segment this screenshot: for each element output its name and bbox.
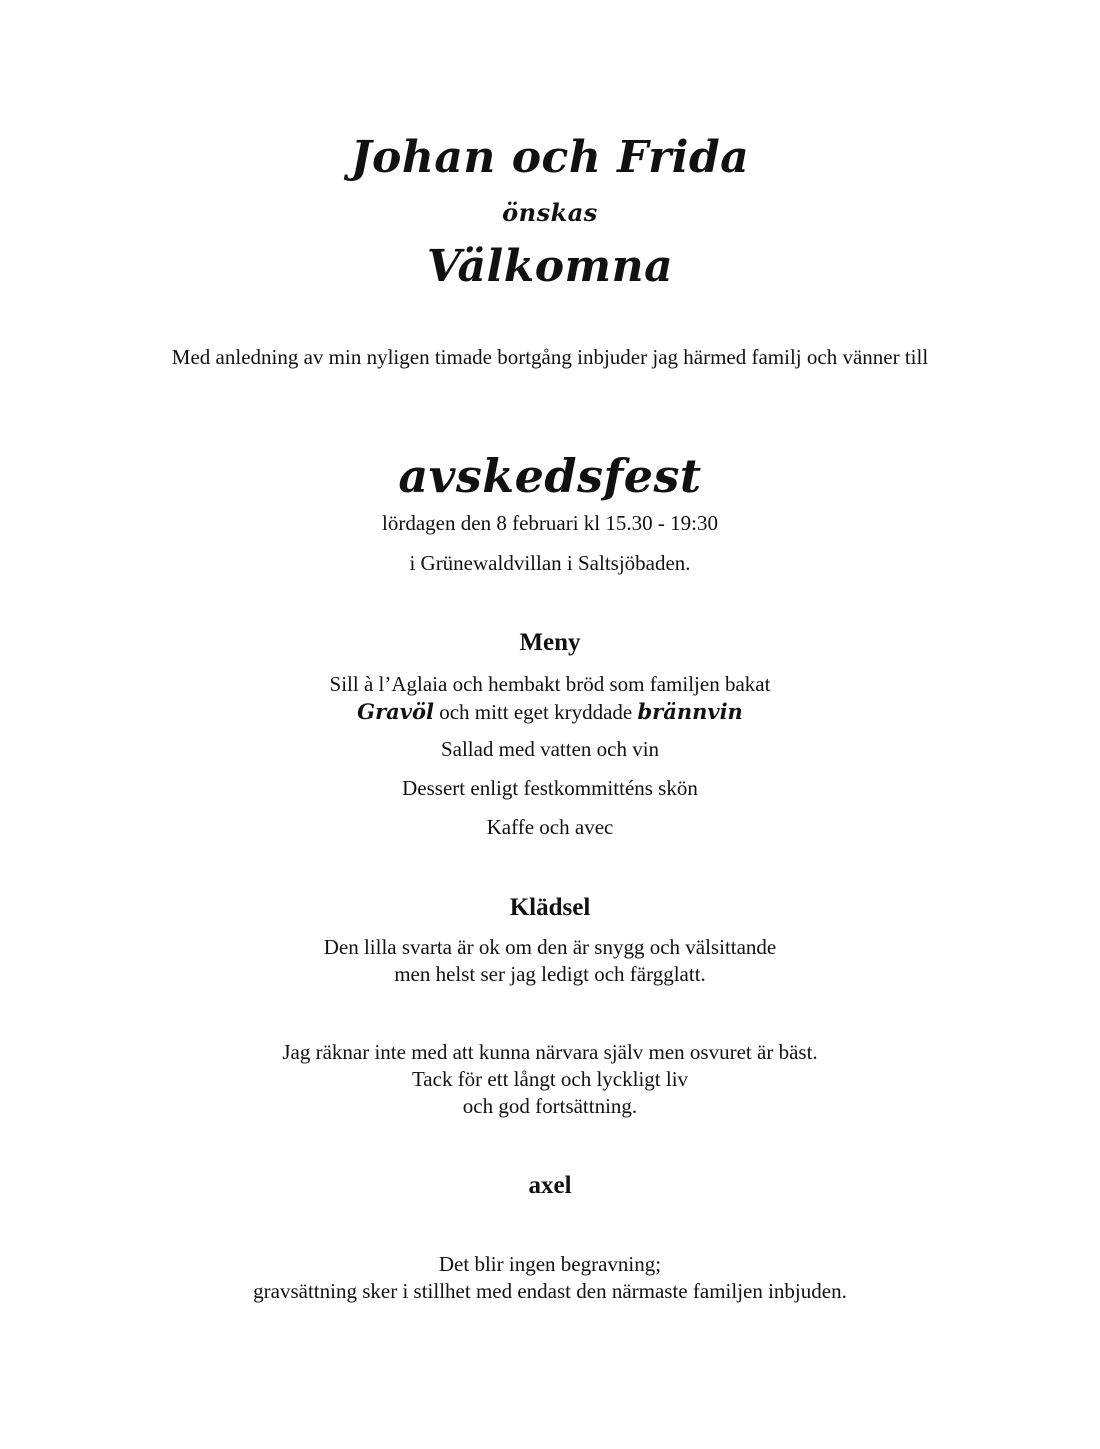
event-title: avskedsfest <box>398 449 702 503</box>
farewell-line-1: Jag räknar inte med att kunna närvara själv men osvuret är bäst. <box>282 1040 818 1064</box>
menu-item-drinks <box>0 698 1100 726</box>
burial-line-2: gravsättning sker i stillhet med endast den närmaste familjen inbjuden. <box>253 1279 847 1303</box>
farewell-line-3: och god fortsättning. <box>462 1094 638 1118</box>
farewell-line-2: Tack för ett långt och lyckligt liv <box>411 1067 689 1091</box>
menu-item-salad: Sallad med vatten och vin <box>440 737 660 761</box>
menu-drinks-middle: och mitt eget kryddade <box>433 700 638 724</box>
wished-subtitle: önskas <box>502 198 598 227</box>
dress-line-1: Den lilla svarta är ok om den är snygg och välsittande <box>323 935 777 959</box>
burial-line-1: Det blir ingen begravning; <box>438 1252 662 1276</box>
dress-line-2: men helst ser jag ledigt och färgglatt. <box>394 962 706 986</box>
menu-item-dessert: Dessert enligt festkommitténs skön <box>402 776 698 800</box>
dress-heading: Klädsel <box>509 894 591 921</box>
welcome-title: Välkomna <box>426 241 674 292</box>
event-place: i Grünewaldvillan i Saltsjöbaden. <box>409 551 691 575</box>
menu-beer-emphasis: Gravöl <box>357 699 434 724</box>
event-date: lördagen den 8 februari kl 15.30 - 19:30 <box>382 511 718 535</box>
menu-item-coffee: Kaffe och avec <box>486 815 614 839</box>
menu-heading: Meny <box>519 629 581 656</box>
menu-spirit-emphasis: brännvin <box>637 699 743 724</box>
signature: axel <box>528 1172 572 1199</box>
menu-item-herring: Sill à l’Aglaia och hembakt bröd som familjen bakat <box>329 672 771 696</box>
names-title: Johan och Frida <box>350 132 750 183</box>
intro-text: Med anledning av min nyligen timade bortgång inbjuder jag härmed familj och vänner till <box>171 345 929 369</box>
